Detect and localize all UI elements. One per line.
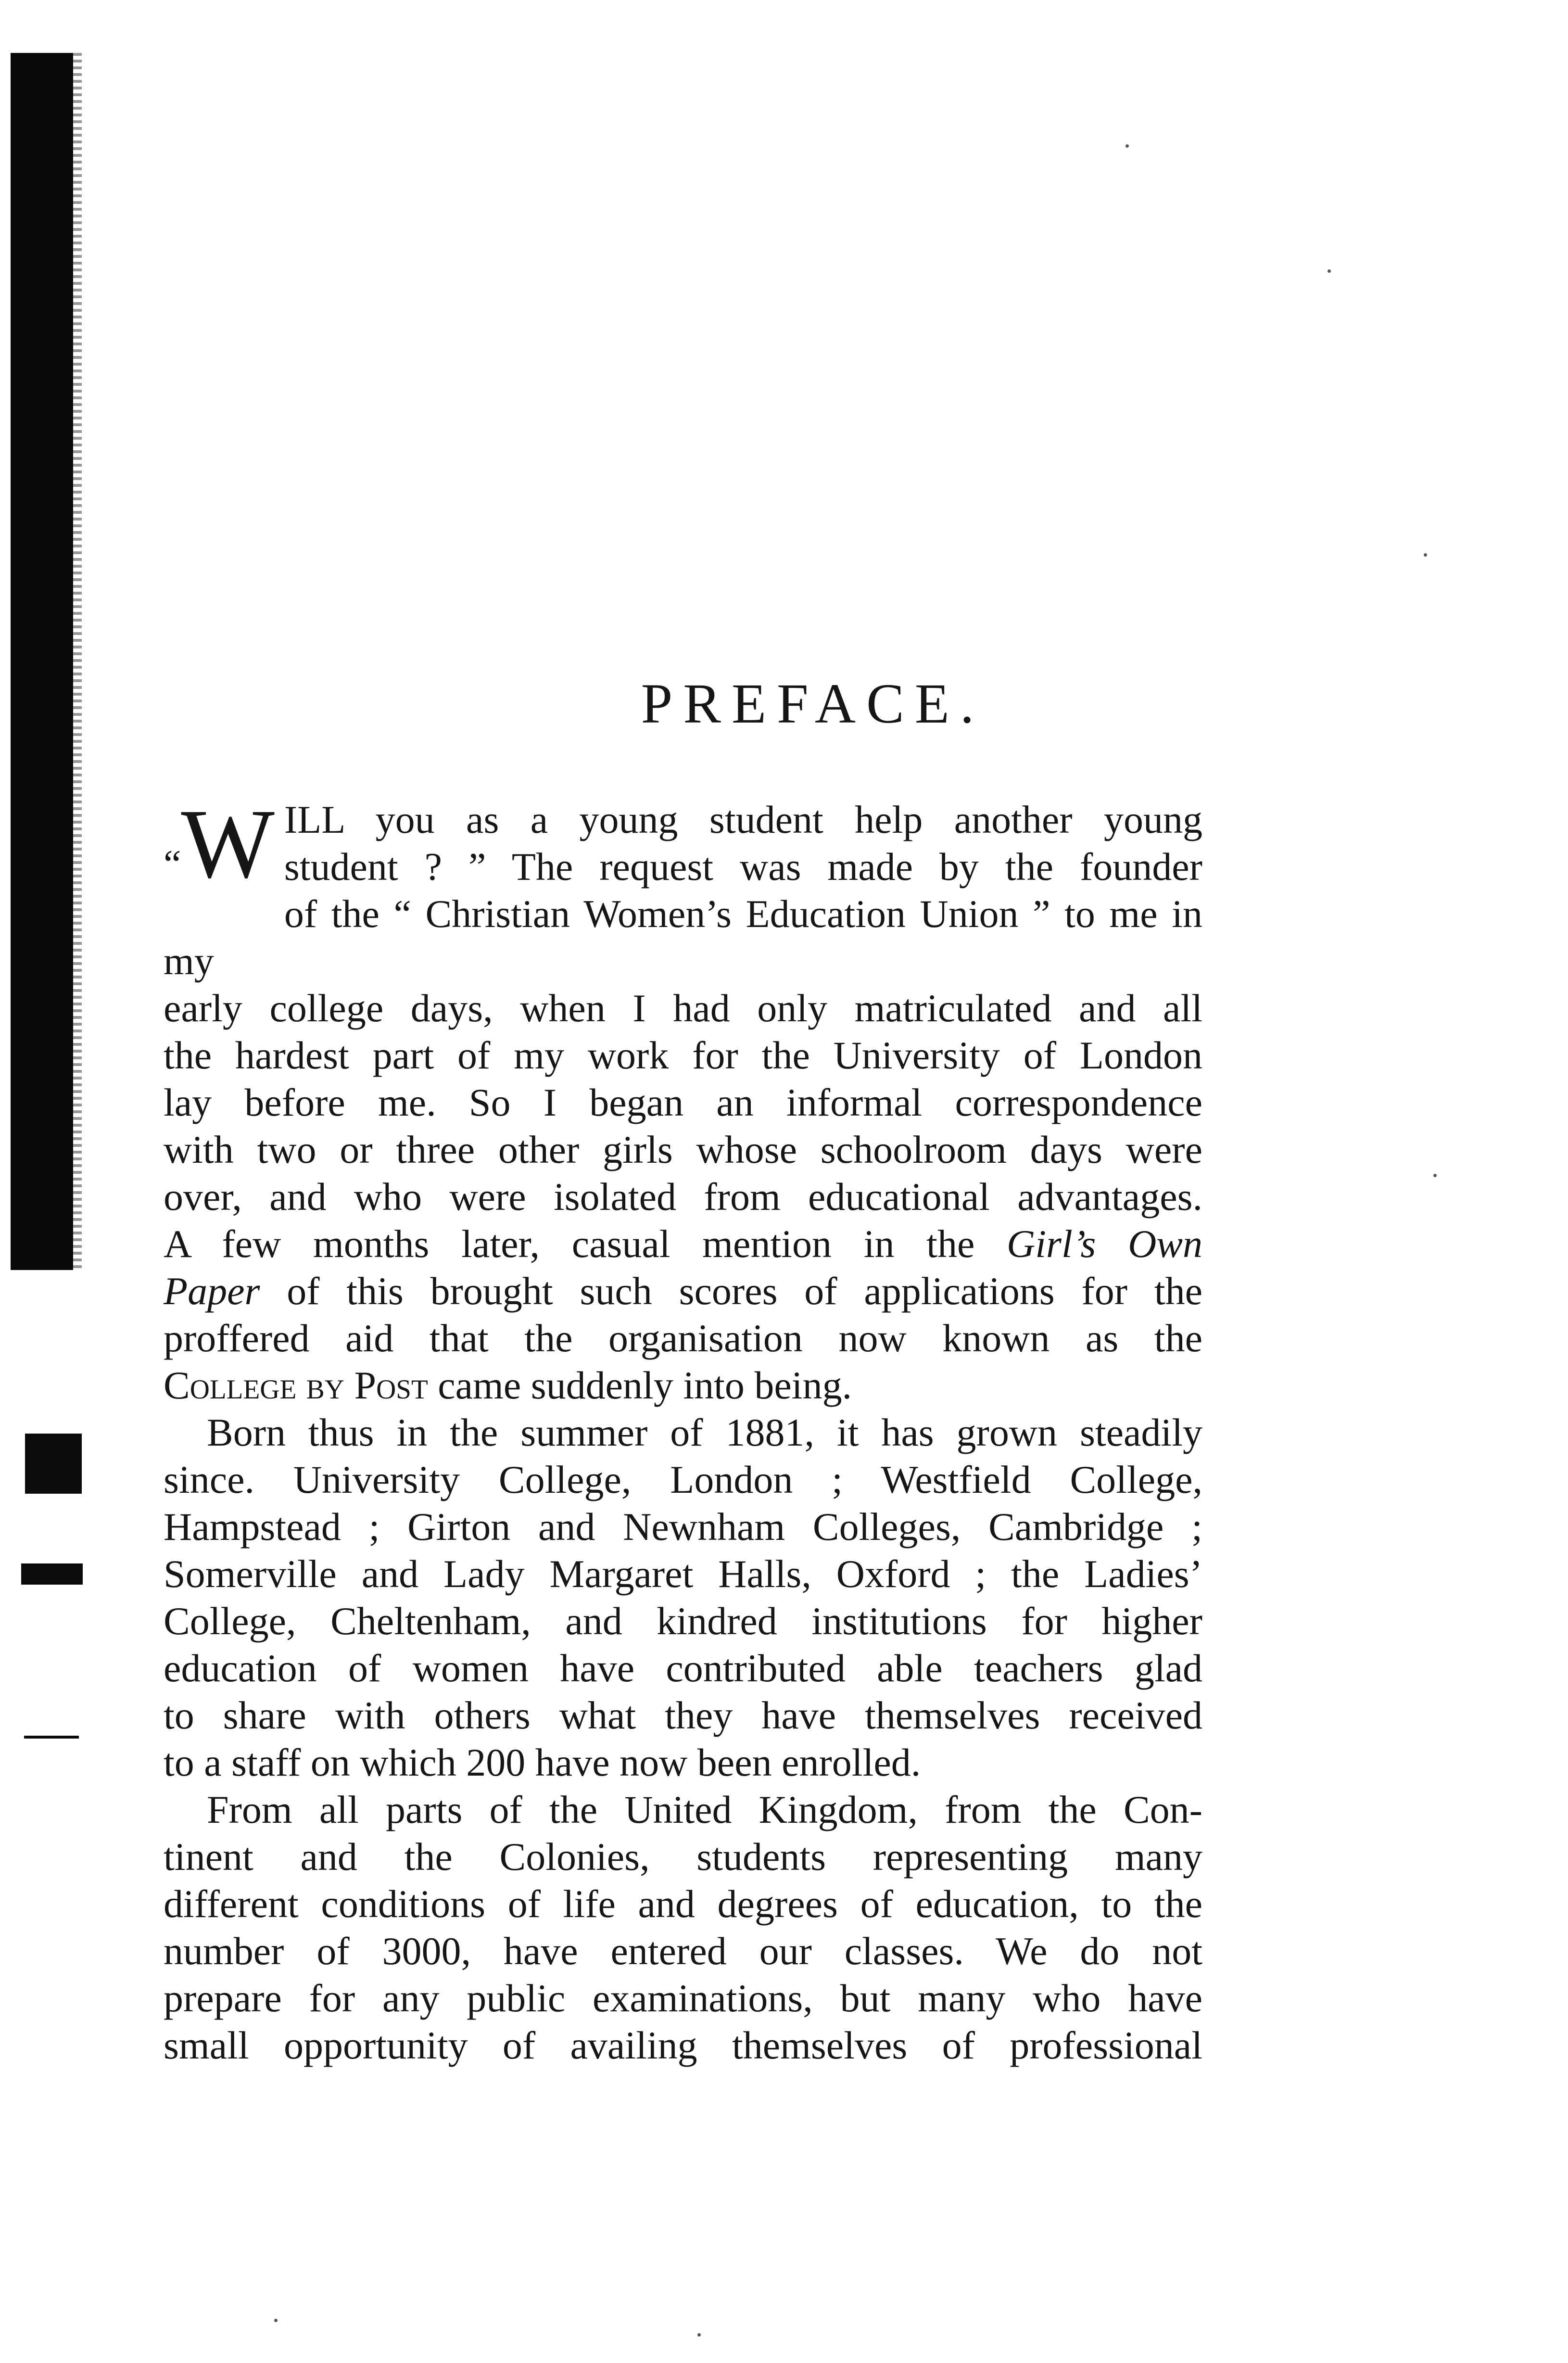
publication-title: Paper [164, 1269, 260, 1313]
text-line: to a staff on which 200 have now been enrolled. [164, 1740, 921, 1784]
dust-speck [697, 2333, 701, 2337]
text-line: small opportunity of availing themselves of professional [164, 2023, 1202, 2067]
text-line: of the “ Christian Women’s Education Union ” to me in my [164, 892, 1202, 983]
text-line: Hampstead ; Girton and Newnham Colleges, Cambridge ; [164, 1505, 1202, 1549]
text-line: the hardest part of my work for the University of London [164, 1033, 1202, 1077]
text-line: proffered aid that the organisation now known as the [164, 1316, 1202, 1360]
scan-mark [24, 1736, 79, 1739]
scan-mark [25, 1434, 82, 1494]
paragraph-3 [164, 1786, 1202, 2069]
text-line: Paper of this brought such scores of applications for the [164, 1269, 1202, 1313]
paragraph-1 [164, 788, 1202, 1409]
text-line: over, and who were isolated from educational advantages. [164, 1175, 1202, 1219]
text-line: From all parts of the United Kingdom, from the Con- [207, 1788, 1202, 1831]
text-line: early college days, when I had only matriculated and all [164, 986, 1202, 1030]
text-line: education of women have contributed able teachers glad [164, 1646, 1202, 1690]
text-line: number of 3000, have entered our classes. We do not [164, 1929, 1202, 1973]
text-line: prepare for any public examinations, but many who have [164, 1976, 1202, 2020]
organisation-name: College by Post [164, 1363, 428, 1407]
text-line: College by Post came suddenly into being. [164, 1363, 852, 1407]
text-line: since. University College, London ; Westfield College, [164, 1458, 1202, 1501]
publication-title: Girl’s Own [1007, 1222, 1202, 1266]
text-line: with two or three other girls whose schoolroom days were [164, 1128, 1202, 1171]
text-line: different conditions of life and degrees of education, to the [164, 1882, 1202, 1926]
text-line: tinent and the Colonies, students representing many [164, 1835, 1202, 1879]
text-line: ILL you as a young student help another young [284, 798, 1202, 841]
dust-speck [1125, 144, 1129, 148]
dust-speck [1328, 269, 1331, 273]
text-line: A few months later, casual mention in the Girl’s Own [164, 1222, 1202, 1266]
body-text [164, 788, 1202, 2069]
dust-speck [1424, 553, 1427, 557]
dust-speck [1433, 1174, 1437, 1177]
scan-mark [21, 1563, 83, 1585]
text-line: Born thus in the summer of 1881, it has grown steadily [207, 1410, 1202, 1454]
text-line: student ? ” The request was made by the founder [284, 845, 1202, 889]
text-line: College, Cheltenham, and kindred institutions for higher [164, 1599, 1202, 1643]
text-line: lay before me. So I began an informal correspondence [164, 1080, 1202, 1124]
paragraph-2 [164, 1409, 1202, 1786]
page-title: PREFACE. [641, 672, 985, 735]
text-line: Somerville and Lady Margaret Halls, Oxford ; the Ladies’ [164, 1552, 1202, 1596]
drop-cap: “W [164, 788, 275, 899]
dust-speck [274, 2319, 278, 2322]
binding-shadow [11, 53, 73, 1270]
text-line: to share with others what they have themselves received [164, 1693, 1202, 1737]
